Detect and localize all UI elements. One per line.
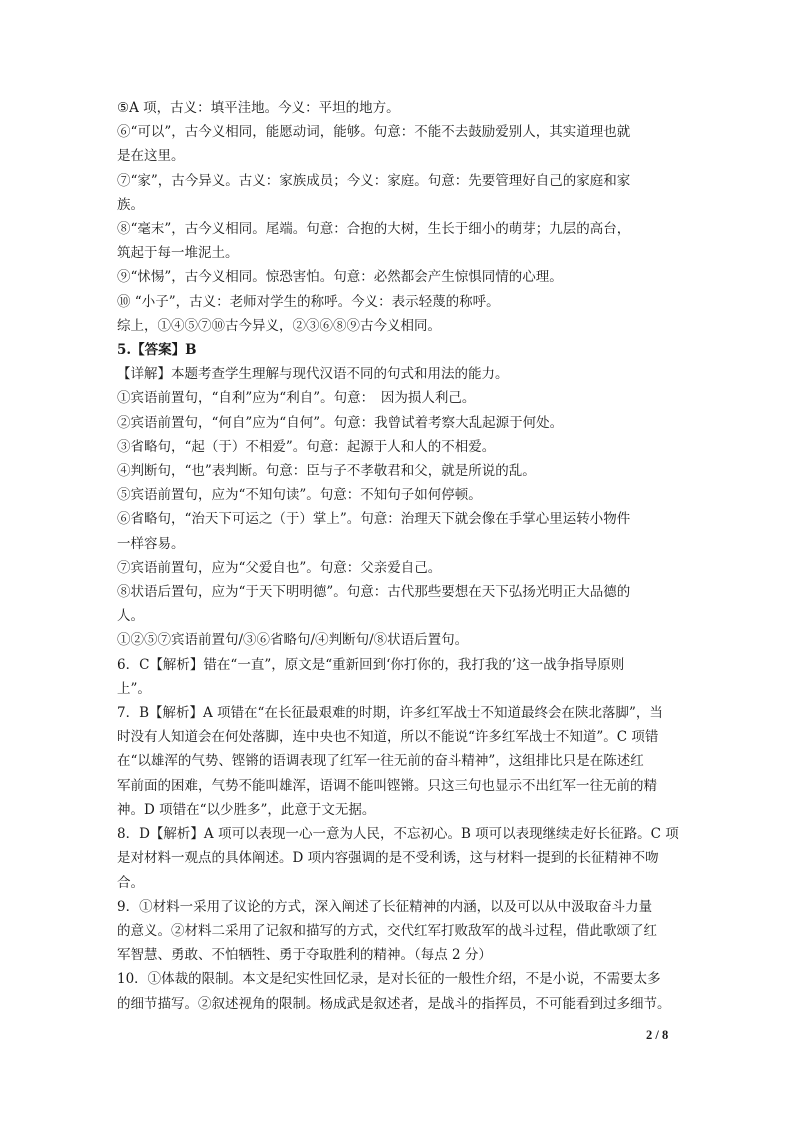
text-line: ⑤宾语前置句，应为“不知句读”。句意：不知句子如何停顿。 bbox=[117, 487, 482, 504]
text-line: 在“以雄浑的气势、铿锵的语调表现了红军一往无前的奋斗精神”，这组排比只是在陈述红 bbox=[117, 753, 644, 770]
text-line: ②宾语前置句，“何自”应为“自何”。句意：我曾试着考察大乱起源于何处。 bbox=[117, 414, 564, 431]
text-line: 9．①材料一采用了议论的方式，深入阐述了长征精神的内涵，以及可以从中汲取奋斗力量 bbox=[117, 898, 653, 915]
text-line: ⑧状语后置句，应为“于天下明明德”。句意：古代那些要想在天下弘扬光明正大品德的 bbox=[117, 584, 631, 601]
text-line: ⑦“家”，古今异义。古义：家族成员；今义：家庭。句意：先要管理好自己的家庭和家 bbox=[117, 172, 631, 189]
text-line: 军智慧、勇敢、不怕牺牲、勇于夺取胜利的精神。（每点 2 分） bbox=[117, 947, 492, 964]
text-line: ③省略句，“起（于）不相爱”。句意：起源于人和人的不相爱。 bbox=[117, 438, 496, 455]
text-line: ①②⑤⑦宾语前置句/③⑥省略句/④判断句/⑧状语后置句。 bbox=[117, 632, 469, 649]
text-line: 一样容易。 bbox=[117, 535, 185, 552]
text-line: 7．B【解析】A 项错在“在长征最艰难的时期，许多红军战士不知道最终会在陕北落脚”，当 bbox=[117, 705, 663, 722]
text-line: ⑨“怵惕”，古今义相同。惊恐害怕。句意：必然都会产生惊惧同情的心理。 bbox=[117, 269, 563, 286]
text-line: 的细节描写。②叙述视角的限制。杨成武是叙述者，是战斗的指挥员，不可能看到过多细节。 bbox=[117, 995, 671, 1012]
text-line: ⑥“可以”，古今义相同，能愿动词，能够。句意：不能不去鼓励爱别人，其实道理也就 bbox=[117, 124, 631, 141]
text-line: 神。D 项错在“以少胜多”，此意于文无据。 bbox=[117, 801, 376, 818]
text-line: 5.【答案】B bbox=[117, 342, 197, 359]
text-line: ⑦宾语前置句，应为“父爱自也”。句意：父亲爱自己。 bbox=[117, 559, 442, 576]
text-line: 8．D【解析】A 项可以表现一心一意为人民，不忘初心。B 项可以表现继续走好长征路。C 项 bbox=[117, 826, 679, 843]
text-line: 时没有人知道会在何处落脚，连中央也不知道，所以不能说“许多红军战士不知道”。C 项错 bbox=[117, 729, 659, 746]
text-line: 上”。 bbox=[117, 680, 151, 697]
text-line: 6．C【解析】错在“一直”，原文是“重新回到‘你打你的，我打我的’这一战争指导原则 bbox=[117, 656, 625, 673]
text-line: ④判断句，“也”表判断。句意：臣与子不孝敬君和父，就是所说的乱。 bbox=[117, 463, 536, 480]
text-line: 【详解】本题考查学生理解与现代汉语不同的句式和用法的能力。 bbox=[117, 366, 509, 383]
text-line: ⑤A 项，古义：填平洼地。今义：平坦的地方。 bbox=[117, 100, 400, 116]
text-line: ⑧“毫末”，古今义相同。尾端。句意：合抱的大树，生长于细小的萌芽；九层的高台， bbox=[117, 221, 631, 238]
text-line: 人。 bbox=[117, 608, 144, 625]
document-body bbox=[117, 96, 677, 1016]
text-line: 是在这里。 bbox=[117, 148, 185, 165]
text-line: 军前面的困难，气势不能叫雄浑，语调不能叫铿锵。只这三句也显示不出红军一往无前的精 bbox=[117, 777, 657, 794]
text-line: 筑起于每一堆泥土。 bbox=[117, 245, 239, 262]
text-line: ⑥省略句，“治天下可运之（于）掌上”。句意：治理天下就会像在手掌心里运转小物件 bbox=[117, 511, 631, 528]
text-line: 是对材料一观点的具体阐述。D 项内容强调的是不受利诱，这与材料一提到的长征精神不吻 bbox=[117, 850, 659, 867]
text-line: 10．①体裁的限制。本文是纪实性回忆录，是对长征的一般性介绍，不是小说，不需要太多 bbox=[117, 971, 661, 988]
text-line: 合。 bbox=[117, 874, 144, 891]
text-line: ⑩ “小子”，古义：老师对学生的称呼。今义：表示轻蔑的称呼。 bbox=[117, 293, 500, 310]
page-number: 2 / 8 bbox=[646, 1028, 669, 1042]
text-line: 的意义。②材料二采用了记叙和描写的方式，交代红军打败敌军的战斗过程，借此歌颂了红 bbox=[117, 922, 657, 939]
text-line: 族。 bbox=[117, 196, 144, 213]
text-line: 综上，①④⑤⑦⑩古今异义，②③⑥⑧⑨古今义相同。 bbox=[117, 317, 441, 334]
text-line: ①宾语前置句，“自利”应为“利自”。句意： 因为损人利己。 bbox=[117, 390, 476, 407]
